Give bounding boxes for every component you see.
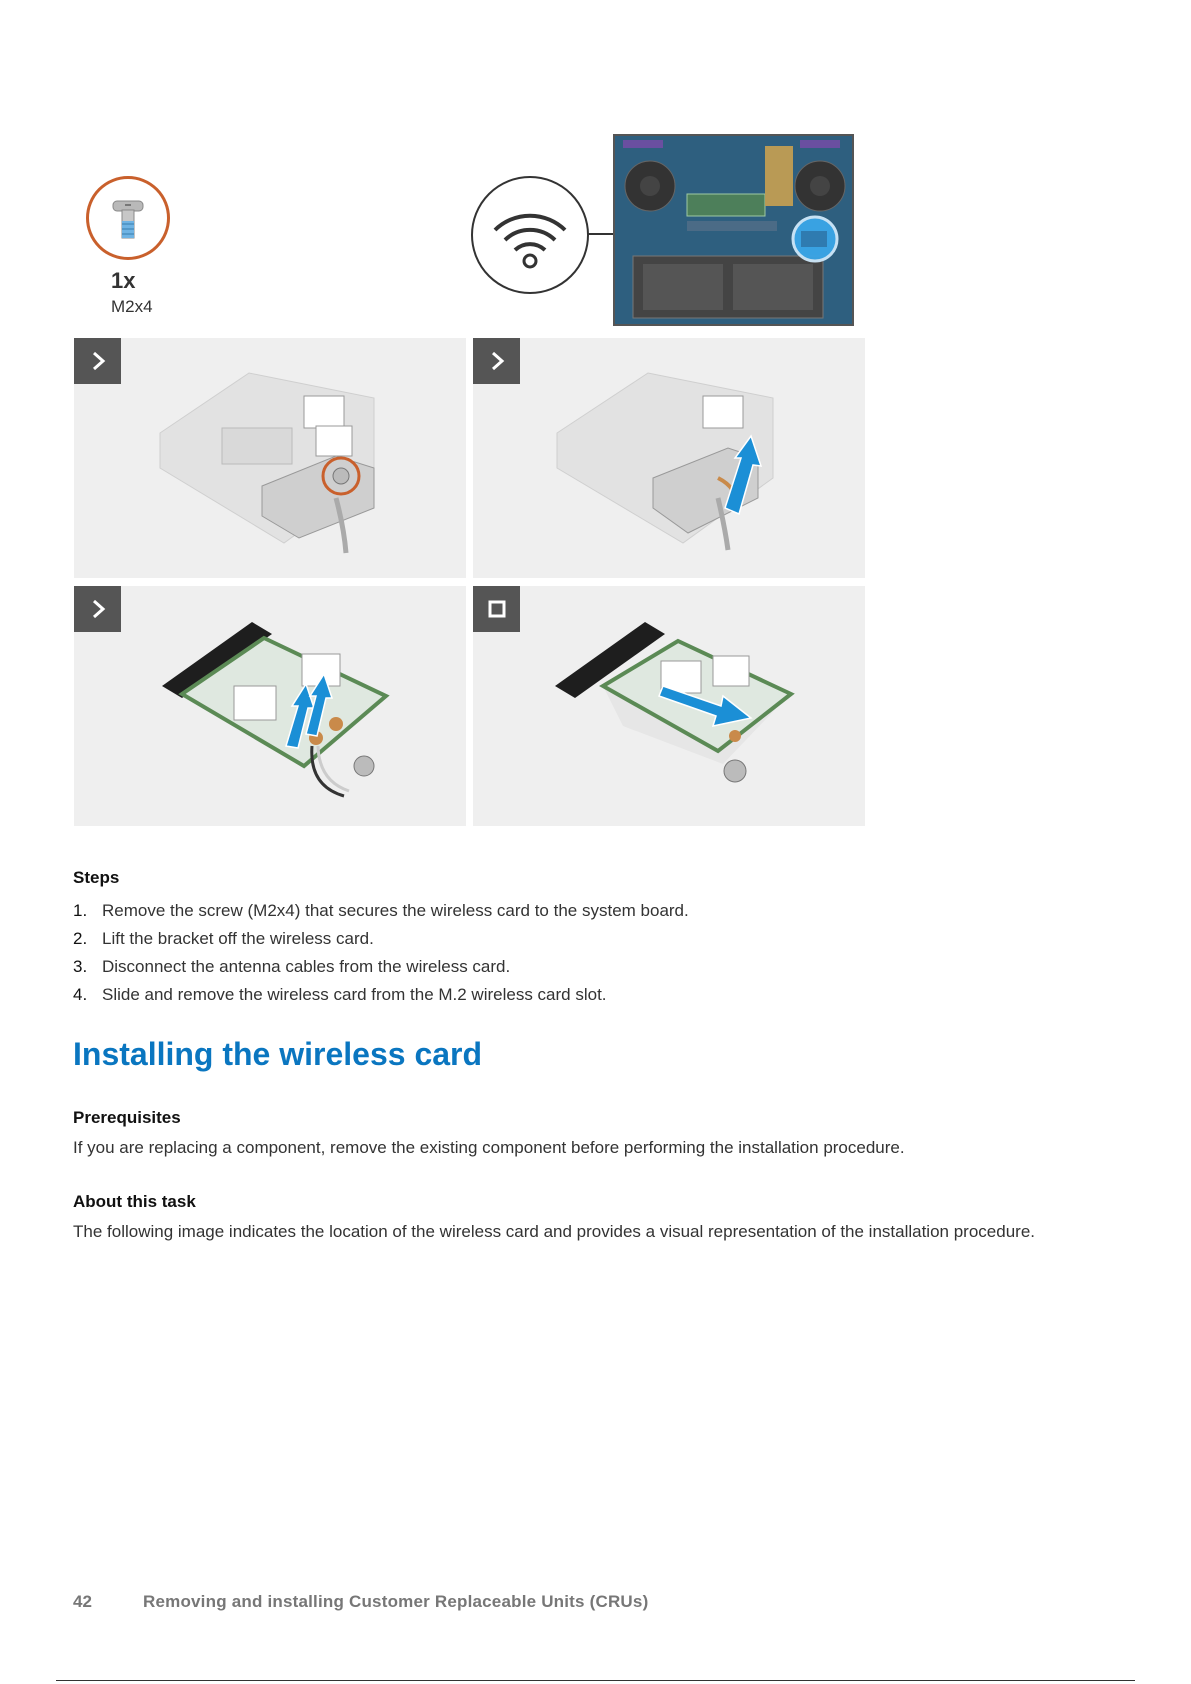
- prerequisites-text: If you are replacing a component, remove the existing component before performing the installation procedure.: [73, 1138, 905, 1157]
- steps-list: [73, 897, 1123, 1009]
- wireless-card-bracket-illustration: [74, 338, 466, 578]
- screw-quantity: 1x: [111, 268, 136, 293]
- chevron-right-icon: [87, 350, 109, 372]
- step-panel-1: [74, 338, 466, 578]
- square-stop-icon: [486, 598, 508, 620]
- step-panel-2: [473, 338, 865, 578]
- step-badge-2: [473, 338, 520, 384]
- screw-callout: [86, 176, 170, 260]
- disconnect-antenna-illustration: [74, 586, 466, 826]
- list-item: 1. Remove the screw (M2x4) that secures the wireless card to the system board.: [73, 901, 689, 920]
- steps-heading: Steps: [73, 868, 120, 887]
- slide-out-card-illustration: [473, 586, 865, 826]
- screw-icon: [89, 179, 167, 257]
- chevron-right-icon: [486, 350, 508, 372]
- laptop-internals-icon: [613, 134, 854, 326]
- step-badge-4: [473, 586, 520, 632]
- section-title: Installing the wireless card: [73, 1036, 483, 1072]
- wireless-location-callout: [471, 176, 589, 294]
- step-panel-3: [74, 586, 466, 826]
- footer-divider: [56, 1680, 1135, 1681]
- page-number: 42: [73, 1592, 92, 1611]
- step-panel-4: [473, 586, 865, 826]
- screw-size-label: M2x4: [111, 297, 153, 316]
- about-task-heading: About this task: [73, 1192, 196, 1211]
- list-item: 3. Disconnect the antenna cables from the wireless card.: [73, 957, 511, 976]
- lift-bracket-illustration: [473, 338, 865, 578]
- chevron-right-icon: [87, 598, 109, 620]
- footer-chapter-title: Removing and installing Customer Replaceable Units (CRUs): [143, 1592, 649, 1611]
- prerequisites-heading: Prerequisites: [73, 1108, 181, 1127]
- wifi-icon: [473, 178, 587, 292]
- step-badge-1: [74, 338, 121, 384]
- list-item: 2. Lift the bracket off the wireless card.: [73, 929, 374, 948]
- step-badge-3: [74, 586, 121, 632]
- procedure-figure: [0, 0, 1191, 840]
- list-item: 4. Slide and remove the wireless card from the M.2 wireless card slot.: [73, 985, 607, 1004]
- about-task-text: The following image indicates the location of the wireless card and provides a visual representation of the installation procedure.: [73, 1222, 1035, 1241]
